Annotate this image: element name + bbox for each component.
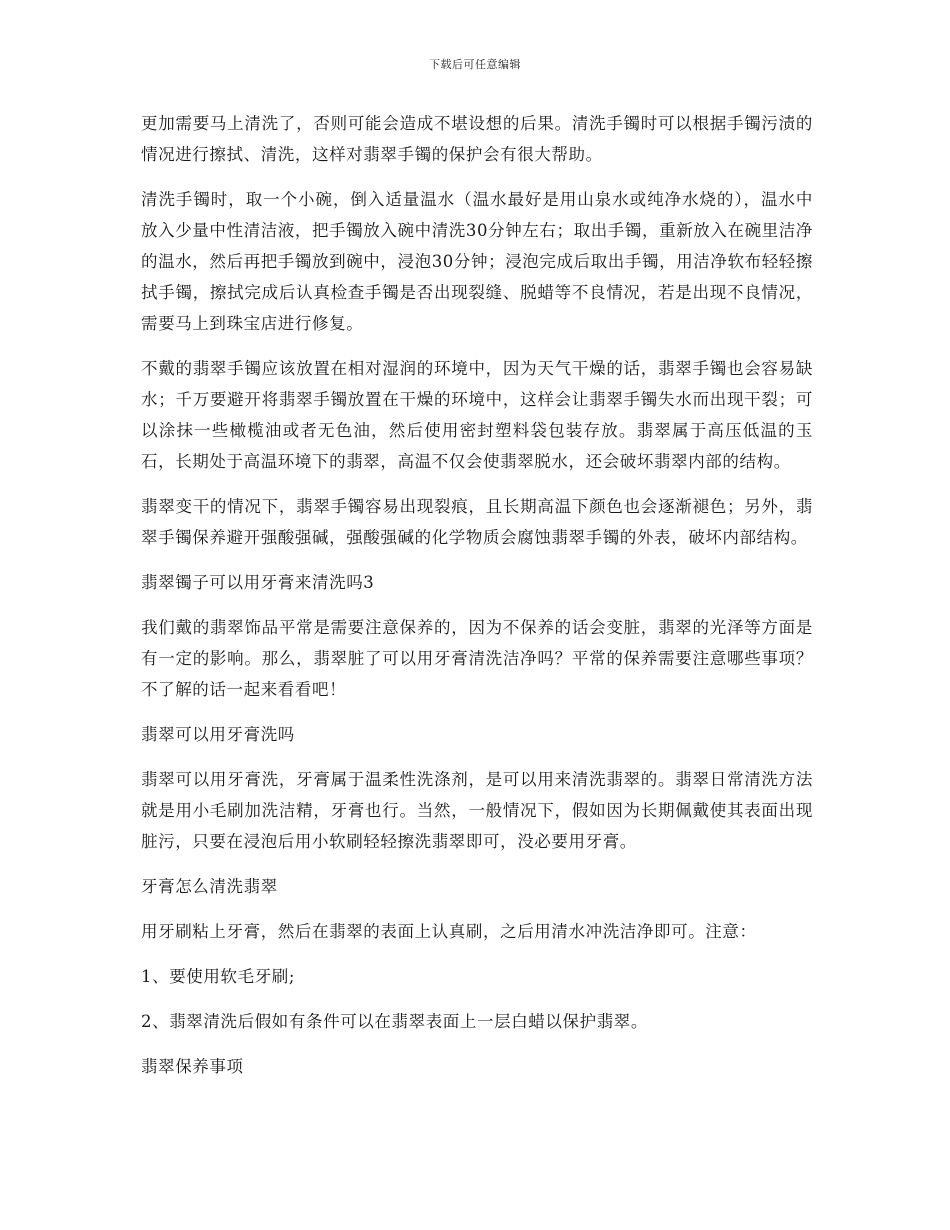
page-header: 下载后可任意编辑 <box>429 58 521 71</box>
document-body <box>141 108 813 1096</box>
paragraph-cleaning-intro: 更加需要马上清洗了，否则可能会造成不堪设想的后果。清洗手镯时可以根据手镯污渍的情况进行擦拭、清洗，这样对翡翠手镯的保护会有很大帮助。 <box>141 114 813 164</box>
paragraph-maintenance-intro: 我们戴的翡翠饰品平常是需要注意保养的，因为不保养的话会变脏，翡翠的光泽等方面是有一定的影响。那么，翡翠脏了可以用牙膏清洗洁净吗？平常的保养需要注意哪些事项？不了解的话一起来看看吧！ <box>141 618 813 699</box>
section-heading-how-to-clean: 牙膏怎么清洗翡翠 <box>141 877 278 896</box>
list-item-1: 1、要使用软毛牙刷; <box>141 967 296 986</box>
paragraph-dryness: 翡翠变干的情况下，翡翠手镯容易出现裂痕，且长期高温下颜色也会逐渐褪色；另外，翡翠手镯保养避开强酸强碱，强酸强碱的化学物质会腐蚀翡翠手镯的外表，破坏内部结构。 <box>141 497 813 547</box>
section-heading-can-use-toothpaste: 翡翠可以用牙膏洗吗 <box>141 725 295 744</box>
paragraph-toothpaste-answer: 翡翠可以用牙膏洗，牙膏属于温柔性洗涤剂，是可以用来清洗翡翠的。翡翠日常清洗方法就是用小毛刷加洗洁精，牙膏也行。当然，一般情况下，假如因为长期佩戴使其表面出现脏污，只要在浸泡后用小软刷轻轻擦洗翡翠即可，没必要用牙膏。 <box>141 770 813 851</box>
section-heading-maintenance: 翡翠保养事项 <box>141 1057 244 1076</box>
list-item-2: 2、翡翠清洗后假如有条件可以在翡翠表面上一层白蜡以保护翡翠。 <box>141 1012 648 1031</box>
paragraph-cleaning-steps: 清洗手镯时，取一个小碗，倒入适量温水（温水最好是用山泉水或纯净水烧的），温水中放入少量中性清洁液，把手镯放入碗中清洗30分钟左右；取出手镯，重新放入在碗里洁净的温水，然后再把手镯放到碗中，浸泡30分钟；浸泡完成后取出手镯，用洁净软布轻轻擦拭手镯，擦拭完成后认真检查手镯是否出现裂缝、脱蜡等不良情况，若是出现不良情况，需要马上到珠宝店进行修复。 <box>141 190 813 333</box>
paragraph-storage: 不戴的翡翠手镯应该放置在相对湿润的环境中，因为天气干燥的话，翡翠手镯也会容易缺水；千万要避开将翡翠手镯放置在干燥的环境中，这样会让翡翠手镯失水而出现干裂；可以涂抹一些橄榄油或者无色油，然后使用密封塑料袋包装存放。翡翠属于高压低温的玉石，长期处于高温环境下的翡翠，高温不仅会使翡翠脱水，还会破坏翡翠内部的结构。 <box>141 359 813 471</box>
section-heading-toothpaste-3: 翡翠镯子可以用牙膏来清洗吗3 <box>141 573 375 592</box>
paragraph-how-to-clean: 用牙刷粘上牙膏，然后在翡翠的表面上认真刷，之后用清水冲洗洁净即可。注意： <box>141 922 757 941</box>
